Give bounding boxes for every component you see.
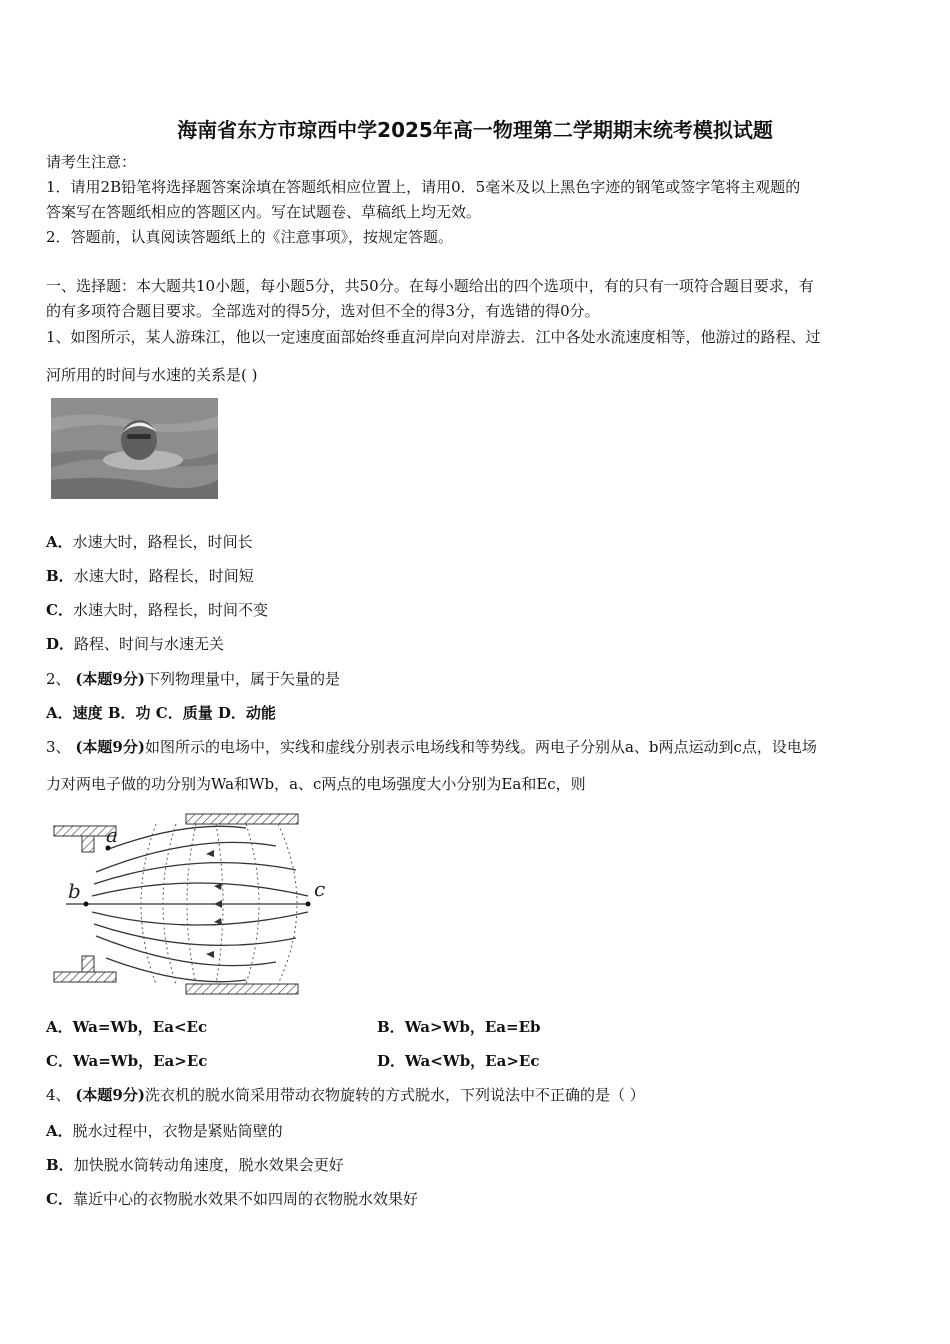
q1-option-d-text: 路程、时间与水速无关 — [74, 635, 225, 653]
q3-number: 3、 — [46, 738, 76, 756]
label-c: c — [314, 877, 326, 901]
label-b: b — [68, 879, 81, 903]
q3-option-a-label: A． — [46, 1018, 73, 1036]
q3-option-c-label: C． — [46, 1052, 73, 1070]
q4-number: 4、 — [46, 1086, 76, 1104]
q1-option-a[interactable] — [46, 532, 253, 552]
q4-option-b-text: 加快脱水筒转动角速度，脱水效果会更好 — [73, 1156, 344, 1174]
label-a: a — [106, 823, 118, 847]
swimmer-photo — [51, 398, 218, 499]
q1-option-b[interactable] — [46, 566, 254, 586]
q3-option-c[interactable] — [46, 1051, 207, 1071]
section-intro-1: 一、选择题：本大题共10小题，每小题5分，共50分。在每小题给出的四个选项中，有的只有一项符合题目要求，有 — [46, 277, 814, 295]
q4-option-a-text: 脱水过程中，衣物是紧贴筒壁的 — [72, 1122, 283, 1140]
point-c — [306, 902, 311, 907]
q3-option-b-text: Wa>Wb，Ea=Eb — [404, 1018, 541, 1036]
page-title: 海南省东方市琼西中学2025年高一物理第二学期期末统考模拟试题 — [177, 118, 773, 142]
q4-option-c[interactable] — [46, 1189, 418, 1209]
notice-line-1b: 答案写在答题纸相应的答题区内。写在试题卷、草稿纸上均无效。 — [46, 203, 482, 221]
q3-option-c-text: Wa=Wb，Ea>Ec — [72, 1052, 208, 1070]
q2-score: (本题9分) — [75, 670, 145, 688]
point-b — [84, 902, 89, 907]
q1-stem-2: 河所用的时间与水速的关系是( ) — [46, 366, 258, 384]
q1-option-c-label: C． — [46, 601, 73, 619]
q3-option-d-label: D． — [377, 1052, 406, 1070]
q4-score: (本题9分) — [75, 1086, 145, 1104]
q1-option-c-text: 水速大时，路程长，时间不变 — [72, 601, 268, 619]
electric-field-diagram — [46, 810, 346, 998]
q4-option-a-label: A． — [46, 1122, 73, 1140]
q4-option-a[interactable] — [46, 1121, 283, 1141]
q4-option-b[interactable] — [46, 1155, 344, 1175]
q1-option-b-label: B． — [46, 567, 74, 585]
q1-option-d-label: D． — [46, 635, 75, 653]
q3-score: (本题9分) — [75, 738, 145, 756]
q1-option-d[interactable] — [46, 634, 224, 654]
q3-option-a[interactable] — [46, 1017, 207, 1037]
q1-option-a-text: 水速大时，路程长，时间长 — [72, 533, 253, 551]
q1-option-c[interactable] — [46, 600, 268, 620]
q2-number: 2、 — [46, 670, 76, 688]
electric-field-figure — [46, 810, 346, 1002]
section-intro-2: 的有多项符合题目要求。全部选对的得5分，选对但不全的得3分，有选错的得0分。 — [46, 302, 600, 320]
q3-stem-2: 力对两电子做的功分别为Wa和Wb，a、c两点的电场强度大小分别为Ea和Ec，则 — [46, 775, 586, 793]
q3-option-a-text: Wa=Wb，Ea<Ec — [72, 1018, 208, 1036]
q3-option-d-text: Wa<Wb，Ea>Ec — [405, 1052, 540, 1070]
q2-stem — [46, 669, 340, 689]
q1-stem-1: 1、如图所示，某人游珠江，他以一定速度面部始终垂直河岸向对岸游去．江中各处水流速度相等，他游过的路程、过 — [46, 328, 821, 346]
q3-option-b[interactable] — [377, 1017, 541, 1037]
q2-options[interactable]: A．速度 B．功 C．质量 D．动能 — [46, 704, 276, 722]
swimmer-photo-drawing — [51, 398, 218, 499]
notice-line-2: 2．答题前，认真阅读答题纸上的《注意事项》，按规定答题。 — [46, 228, 454, 246]
q4-text: 洗衣机的脱水筒采用带动衣物旋转的方式脱水，下列说法中不正确的是（ ） — [144, 1086, 645, 1104]
notice-heading: 请考生注意： — [46, 153, 137, 171]
q4-option-c-text: 靠近中心的衣物脱水效果不如四周的衣物脱水效果好 — [72, 1190, 418, 1208]
q4-option-b-label: B． — [46, 1156, 74, 1174]
q3-option-b-label: B． — [377, 1018, 405, 1036]
q3-text-1: 如图所示的电场中，实线和虚线分别表示电场线和等势线。两电子分别从a、b两点运动到c点，设电场 — [144, 738, 817, 756]
q3-stem-1 — [46, 737, 817, 757]
q4-option-c-label: C． — [46, 1190, 73, 1208]
q1-option-b-text: 水速大时，路程长，时间短 — [73, 567, 254, 585]
q2-text: 下列物理量中，属于矢量的是 — [144, 670, 340, 688]
notice-line-1a: 1．请用2B铅笔将选择题答案涂填在答题纸相应位置上，请用0．5毫米及以上黑色字迹的钢笔或签字笔将主观题的 — [46, 178, 801, 196]
q3-option-d[interactable] — [377, 1051, 539, 1071]
q4-stem — [46, 1085, 645, 1105]
q1-option-a-label: A． — [46, 533, 73, 551]
